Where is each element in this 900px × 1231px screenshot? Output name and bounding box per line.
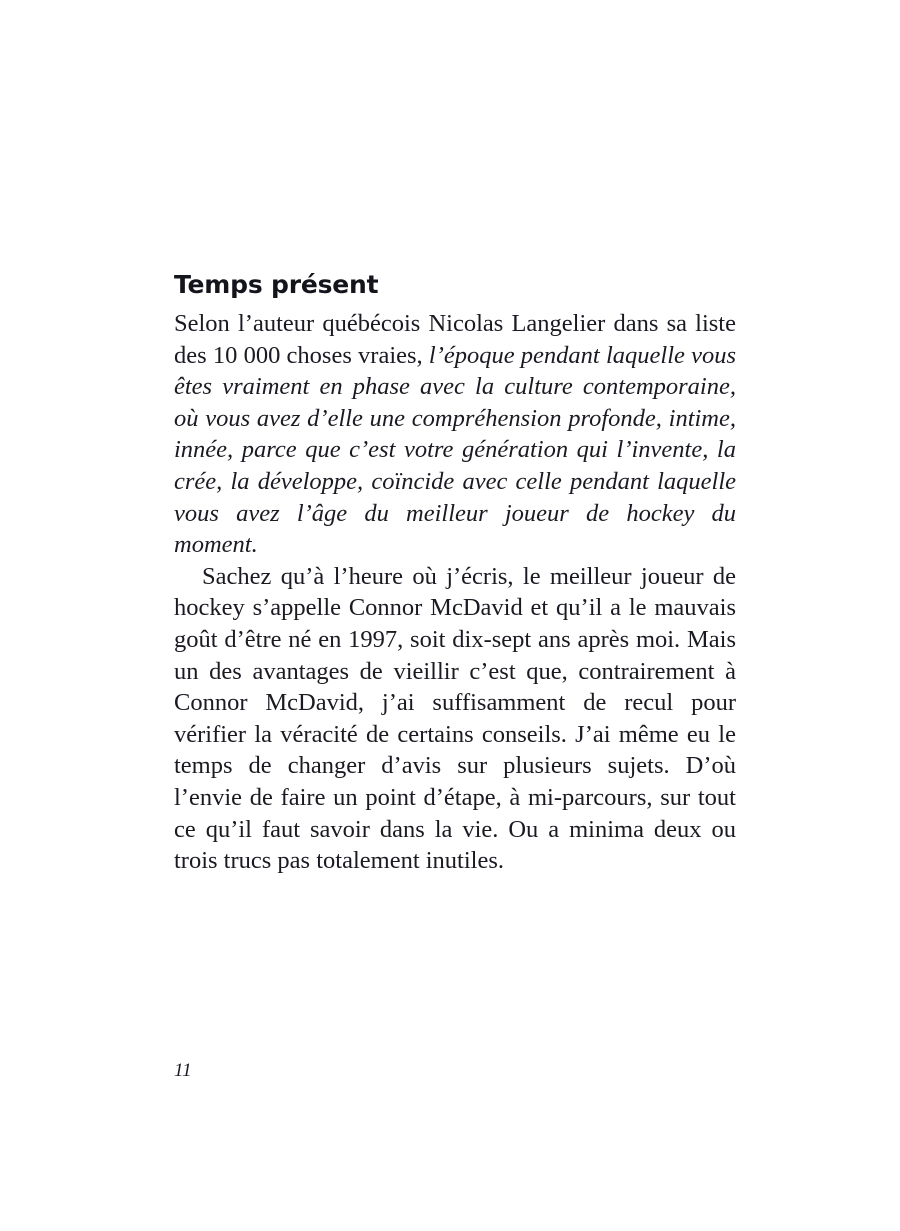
paragraph-second: Sachez qu’à l’heure où j’écris, le meilleur joueur de hockey s’appelle Connor McDavid et qu’il a le mauvais goût d’être né en 1997, soit dix-sept ans après moi. Mais un des avantages de vieillir c’est que, contrairement à Connor McDavid, j’ai suffisamment de recul pour vérifier la véracité de certains conseils. J’ai même eu le temps de changer d’avis sur plusieurs sujets. D’où l’envie de faire un point d’étape, à mi-parcours, sur tout ce qu’il faut savoir dans la vie. Ou a minima deux ou trois trucs pas totalement inutiles.	[174, 562, 736, 875]
page-title: Temps présent	[174, 270, 379, 299]
body-text	[174, 308, 736, 877]
quoted-passage-italic: l’époque pendant laquelle vous êtes vraiment en phase avec la culture contemporaine, où vous avez d’elle une compréhension profonde, intime, innée, parce que c’est votre génération qui l’invente, la crée, la développe, coïncide avec celle pendant laquelle vous avez l’âge du meilleur joueur de hockey du moment.	[174, 341, 736, 559]
paragraph-first	[174, 308, 736, 561]
page-text-block	[174, 270, 736, 877]
paragraph-lead-text: Selon l’auteur québécois Nicolas Langelier dans sa liste des 10 000 choses vraies,	[174, 310, 736, 369]
page-number: 11	[174, 1060, 192, 1081]
